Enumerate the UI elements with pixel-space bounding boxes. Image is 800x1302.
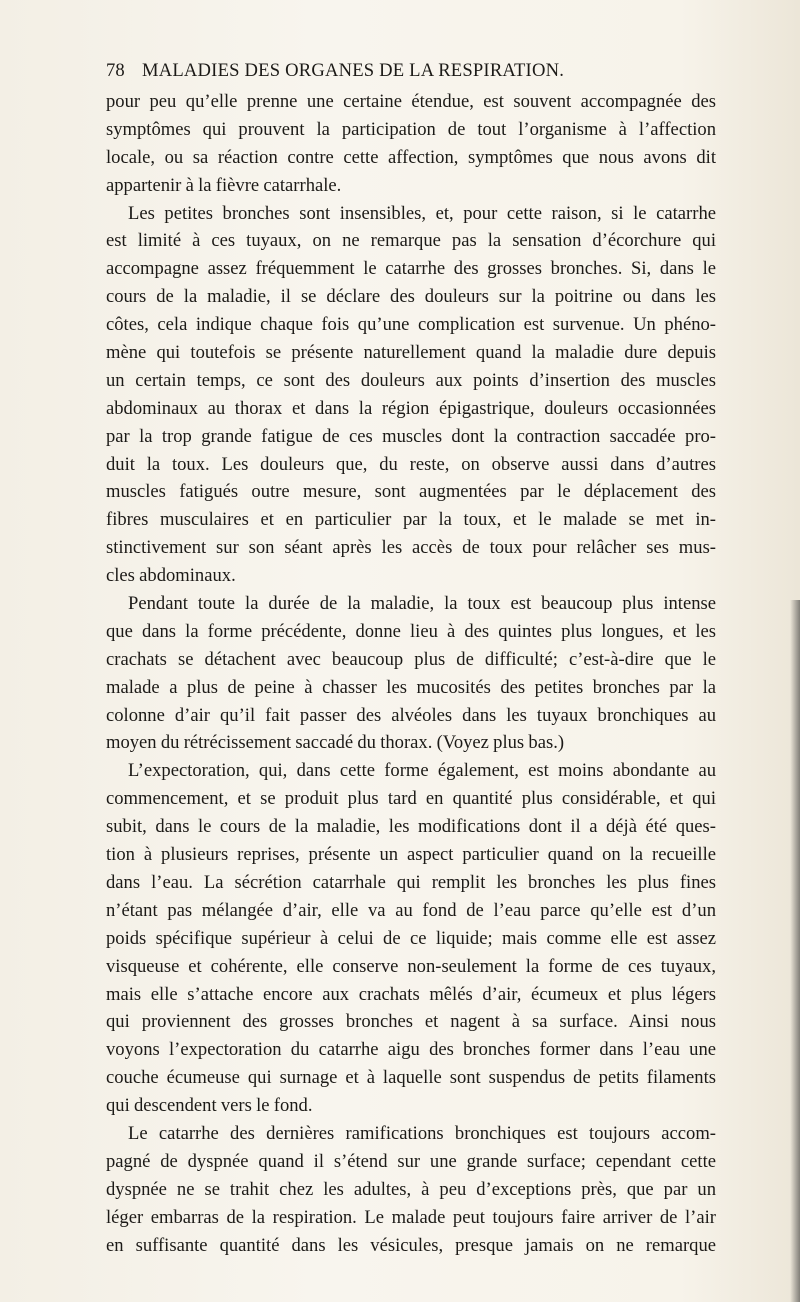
text-line: abdominaux au thorax et dans la région épigastrique, douleurs occasionnées [106, 397, 716, 419]
text-line: Le catarrhe des dernières ramifications bronchiques est toujours accom- [128, 1122, 716, 1144]
text-line: cles abdominaux. [106, 565, 236, 587]
text-line: Pendant toute la durée de la maladie, la toux est beaucoup plus intense [128, 593, 716, 615]
text-line: subit, dans le cours de la maladie, les modifications dont il a déjà été ques- [106, 816, 716, 838]
text-line: duit la toux. Les douleurs que, du reste, on observe aussi dans d’autres [106, 453, 716, 475]
text-line: pagné de dyspnée quand il s’étend sur une grande surface; cependant cette [106, 1150, 716, 1172]
text-line: un certain temps, ce sont des douleurs aux points d’insertion des muscles [106, 369, 716, 391]
text-line: muscles fatigués outre mesure, sont augmentées par le déplacement des [106, 481, 716, 503]
text-line: léger embarras de la respiration. Le malade peut toujours faire arriver de l’air [106, 1206, 716, 1228]
running-title: MALADIES DES ORGANES DE LA RESPIRATION. [142, 60, 565, 81]
text-line: visqueuse et cohérente, elle conserve non-seulement la forme de ces tuyaux, [106, 955, 716, 977]
text-line: tion à plusieurs reprises, présente un aspect particulier quand on la recueille [106, 844, 716, 866]
text-line: mais elle s’attache encore aux crachats mêlés d’air, écumeux et plus légers [106, 983, 716, 1005]
page-number: 78 [106, 60, 125, 81]
text-line: fibres musculaires et en particulier par la toux, et le malade se met in- [106, 509, 716, 531]
text-line: qui proviennent des grosses bronches et nagent à sa surface. Ainsi nous [106, 1011, 716, 1033]
text-line: symptômes qui prouvent la participation de tout l’organisme à l’affection [106, 118, 716, 140]
text-line: Les petites bronches sont insensibles, et, pour cette raison, si le catarrhe [128, 202, 716, 224]
text-line: dyspnée ne se trahit chez les adultes, à peu d’exceptions près, que par un [106, 1178, 716, 1200]
text-line: accompagne assez fréquemment le catarrhe des grosses bronches. Si, dans le [106, 258, 716, 280]
text-line: L’expectoration, qui, dans cette forme également, est moins abondante au [128, 760, 716, 782]
text-line: commencement, et se produit plus tard en quantité plus considérable, et qui [106, 788, 716, 810]
text-line: dans l’eau. La sécrétion catarrhale qui remplit les bronches les plus fines [106, 871, 716, 893]
text-line: par la trop grande fatigue de ces muscles dont la contraction saccadée pro- [106, 425, 716, 447]
text-line: n’étant pas mélangée d’air, elle va au fond de l’eau parce qu’elle est d’un [106, 899, 716, 921]
text-line: côtes, cela indique chaque fois qu’une complication est survenue. Un phéno- [106, 314, 716, 336]
text-line: moyen du rétrécissement saccadé du thorax. (Voyez plus bas.) [106, 732, 565, 754]
text-line: est limité à ces tuyaux, on ne remarque pas la sensation d’écorchure qui [106, 230, 716, 252]
text-line: poids spécifique supérieur à celui de ce liquide; mais comme elle est assez [106, 927, 716, 949]
text-line: mène qui toutefois se présente naturellement quand la maladie dure depuis [106, 342, 716, 364]
text-line: crachats se détachent avec beaucoup plus de difficulté; c’est-à-dire que le [106, 648, 716, 670]
text-line: colonne d’air qu’il fait passer des alvéoles dans les tuyaux bronchiques au [106, 704, 716, 726]
text-line: pour peu qu’elle prenne une certaine étendue, est souvent accompagnée des [106, 91, 716, 112]
text-line: couche écumeuse qui surnage et à laquelle sont suspendus de petits filaments [106, 1067, 716, 1089]
text-line: en suffisante quantité dans les vésicules, presque jamais on ne remarque [106, 1234, 716, 1256]
body-text [106, 88, 716, 1259]
text-line: appartenir à la fièvre catarrhale. [106, 174, 342, 196]
text-line: malade a plus de peine à chasser les mucosités des petites bronches par la [106, 676, 716, 698]
text-line: voyons l’expectoration du catarrhe aigu des bronches former dans l’eau une [106, 1039, 716, 1061]
text-line: locale, ou sa réaction contre cette affection, symptômes que nous avons dit [106, 146, 716, 168]
text-line: stinctivement sur son séant après les accès de toux pour relâcher ses mus- [106, 537, 716, 559]
text-line: cours de la maladie, il se déclare des douleurs sur la poitrine ou dans les [106, 286, 716, 308]
text-line: que dans la forme précédente, donne lieu à des quintes plus longues, et les [106, 620, 716, 642]
page-edge-shadow [790, 600, 800, 1302]
text-line: qui descendent vers le fond. [106, 1095, 313, 1117]
page-header [106, 60, 714, 86]
